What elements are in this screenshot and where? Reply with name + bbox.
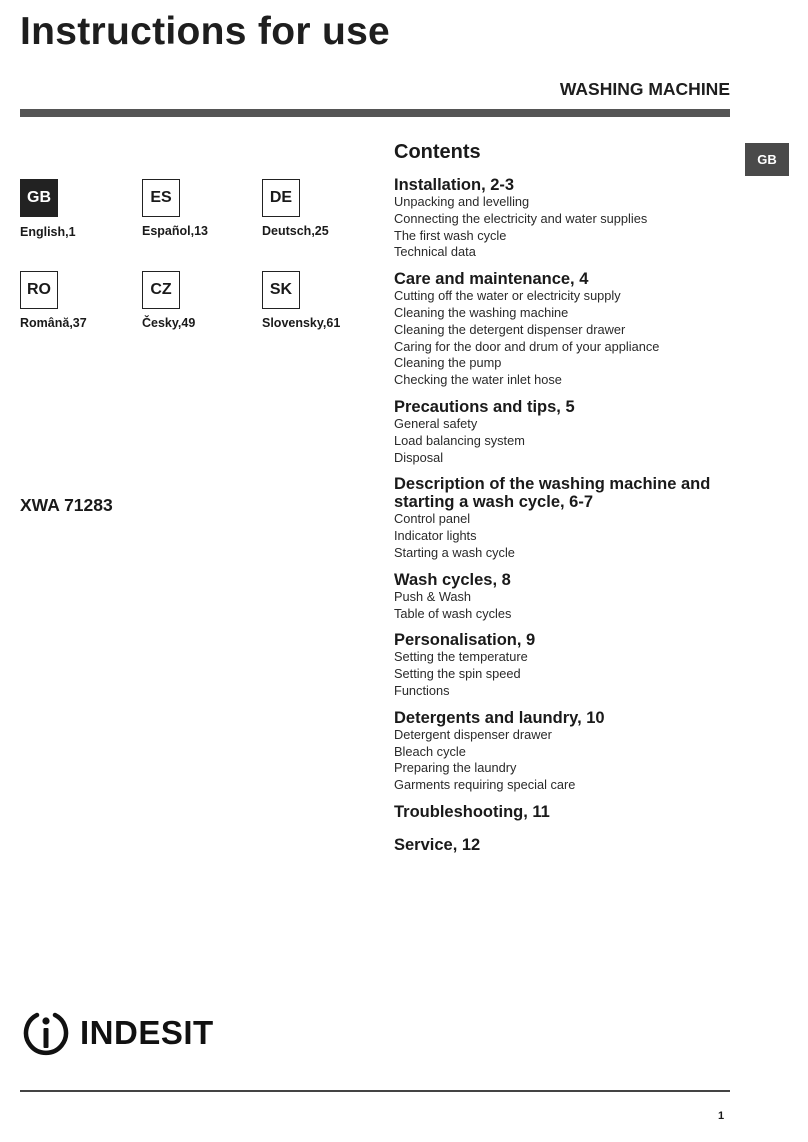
toc-item: Cleaning the washing machine xyxy=(394,304,569,320)
language-box-es[interactable]: ES xyxy=(142,179,180,217)
toc-section-title: Description of the washing machine and starting a wash cycle, 6-7 xyxy=(394,475,711,512)
table-of-contents xyxy=(394,140,734,863)
toc-item: Cleaning the pump xyxy=(394,355,502,371)
footer-rule xyxy=(20,1090,730,1092)
language-box-cz[interactable]: CZ xyxy=(142,271,180,309)
toc-section-service xyxy=(394,836,734,854)
toc-section-title: Precautions and tips, 5 xyxy=(394,397,575,416)
header-rule xyxy=(20,109,730,117)
toc-section-title: Service, 12 xyxy=(394,835,481,854)
toc-item: Bleach cycle xyxy=(394,743,466,759)
toc-section-care xyxy=(394,270,734,389)
toc-item: Garments requiring special care xyxy=(394,777,576,793)
toc-section-title: Wash cycles, 8 xyxy=(394,570,511,589)
brand-logo xyxy=(20,1007,214,1059)
language-label-cesky[interactable]: Česky,49 xyxy=(142,316,196,330)
toc-item: Cutting off the water or electricity supply xyxy=(394,288,621,304)
toc-item: Preparing the laundry xyxy=(394,760,517,776)
indesit-i-logo-icon xyxy=(20,1007,72,1059)
language-label-slovensky[interactable]: Slovensky,61 xyxy=(262,316,341,330)
toc-item: Load balancing system xyxy=(394,432,525,448)
brand-name: INDESIT xyxy=(80,1014,214,1051)
toc-item: Setting the temperature xyxy=(394,649,528,665)
toc-item: Detergent dispenser drawer xyxy=(394,726,552,742)
toc-section-personalisation xyxy=(394,631,734,699)
toc-section-title: Detergents and laundry, 10 xyxy=(394,708,605,727)
toc-section-title: Troubleshooting, 11 xyxy=(394,802,550,821)
toc-item: Connecting the electricity and water supplies xyxy=(394,210,648,226)
toc-section-detergents xyxy=(394,709,734,794)
toc-section-troubleshooting xyxy=(394,803,734,821)
toc-section-title: Installation, 2-3 xyxy=(394,176,515,194)
toc-section-title: Care and maintenance, 4 xyxy=(394,270,589,289)
page-title: Instructions for use xyxy=(20,10,391,53)
language-label-english[interactable]: English,1 xyxy=(20,225,76,239)
toc-item: Setting the spin speed xyxy=(394,666,521,682)
toc-item: Disposal xyxy=(394,449,444,465)
toc-section-wash-cycles xyxy=(394,571,734,623)
toc-item: Table of wash cycles xyxy=(394,605,512,621)
language-label-romana[interactable]: Română,37 xyxy=(20,316,87,330)
toc-item: Push & Wash xyxy=(394,588,472,604)
language-box-de[interactable]: DE xyxy=(262,179,300,217)
language-label-deutsch[interactable]: Deutsch,25 xyxy=(262,224,329,238)
product-type: WASHING MACHINE xyxy=(559,79,730,99)
language-box-gb[interactable]: GB xyxy=(20,179,58,217)
contents-title: Contents xyxy=(394,141,481,163)
toc-item: Caring for the door and drum of your appliance xyxy=(394,338,660,354)
toc-item: Indicator lights xyxy=(394,528,477,544)
toc-item: The first wash cycle xyxy=(394,227,507,243)
toc-item: Control panel xyxy=(394,511,471,527)
language-tab-gb[interactable]: GB xyxy=(745,143,789,176)
language-box-sk[interactable]: SK xyxy=(262,271,300,309)
toc-item: Technical data xyxy=(394,244,476,260)
toc-item: Functions xyxy=(394,682,450,698)
toc-item: Starting a wash cycle xyxy=(394,544,515,560)
page-number: 1 xyxy=(718,1110,725,1122)
toc-item: Unpacking and levelling xyxy=(394,194,530,209)
toc-item: Checking the water inlet hose xyxy=(394,372,562,388)
model-number: XWA 71283 xyxy=(20,495,113,515)
toc-item: Cleaning the detergent dispenser drawer xyxy=(394,321,626,337)
language-box-ro[interactable]: RO xyxy=(20,271,58,309)
toc-item: General safety xyxy=(394,415,478,431)
language-label-espanol[interactable]: Español,13 xyxy=(142,224,208,238)
toc-section-precautions xyxy=(394,398,734,466)
toc-section-title: Personalisation, 9 xyxy=(394,631,536,650)
toc-section-installation xyxy=(394,176,734,261)
toc-section-description xyxy=(394,475,734,561)
